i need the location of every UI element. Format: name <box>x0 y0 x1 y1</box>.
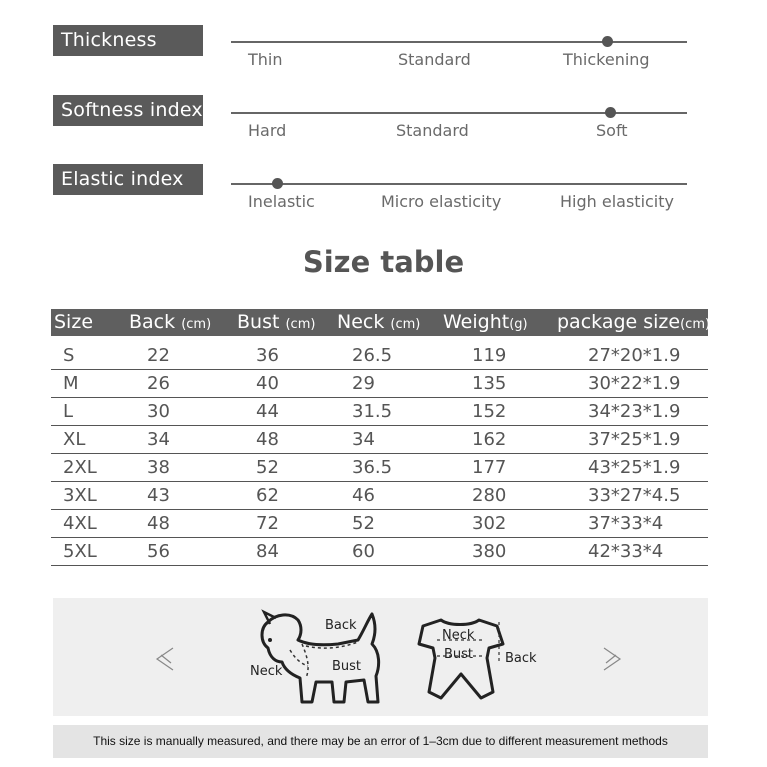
cell-neck: 52 <box>352 513 375 534</box>
right-arrow-icon <box>598 646 624 672</box>
cell-weight: 162 <box>472 429 507 450</box>
cell-package-size: 34*23*1.9 <box>588 401 681 422</box>
softness-index-label: Softness index <box>53 95 203 126</box>
thickness-index-label: Thickness index <box>53 25 203 56</box>
cell-size: 5XL <box>63 541 97 562</box>
thickness-option-standard: Standard <box>398 50 471 69</box>
cell-package-size: 42*33*4 <box>588 541 664 562</box>
cell-bust: 62 <box>256 485 279 506</box>
table-row <box>51 481 708 510</box>
cell-bust: 48 <box>256 429 279 450</box>
table-row <box>51 369 708 398</box>
cell-neck: 29 <box>352 373 375 394</box>
cell-package-size: 37*33*4 <box>588 513 664 534</box>
cell-back: 22 <box>147 345 170 366</box>
softness-option-soft: Soft <box>596 121 628 140</box>
cell-size: XL <box>63 429 86 450</box>
cell-package-size: 37*25*1.9 <box>588 429 681 450</box>
thickness-option-thin: Thin <box>248 50 283 69</box>
cell-neck: 26.5 <box>352 345 393 366</box>
cell-bust: 52 <box>256 457 279 478</box>
cell-back: 48 <box>147 513 170 534</box>
cell-package-size: 27*20*1.9 <box>588 345 681 366</box>
cell-package-size: 43*25*1.9 <box>588 457 681 478</box>
table-row <box>51 537 708 566</box>
cell-weight: 380 <box>472 541 507 562</box>
cell-neck: 60 <box>352 541 375 562</box>
cell-weight: 135 <box>472 373 507 394</box>
dog-label-bust: Bust <box>332 659 362 674</box>
softness-option-hard: Hard <box>248 121 287 140</box>
table-row <box>51 453 708 482</box>
cell-back: 56 <box>147 541 170 562</box>
cell-neck: 31.5 <box>352 401 393 422</box>
cell-package-size: 30*22*1.9 <box>588 373 681 394</box>
garment-label-bust: Bust <box>444 647 474 662</box>
cell-bust: 44 <box>256 401 279 422</box>
cell-size: L <box>63 401 74 422</box>
cell-weight: 280 <box>472 485 507 506</box>
cell-back: 43 <box>147 485 170 506</box>
softness-option-standard: Standard <box>396 121 469 140</box>
cell-size: 4XL <box>63 513 97 534</box>
cell-bust: 72 <box>256 513 279 534</box>
cell-bust: 36 <box>256 345 279 366</box>
softness-marker <box>605 107 616 118</box>
cell-package-size: 33*27*4.5 <box>588 485 681 506</box>
softness-scale-line <box>231 112 687 114</box>
elastic-option-inelastic: Inelastic <box>248 192 315 211</box>
cell-bust: 40 <box>256 373 279 394</box>
cell-back: 38 <box>147 457 170 478</box>
thickness-scale-line <box>231 41 687 43</box>
cell-size: 2XL <box>63 457 97 478</box>
header-bust: Bust (cm) <box>237 311 316 333</box>
table-header <box>51 309 711 336</box>
cell-neck: 46 <box>352 485 375 506</box>
thickness-marker <box>602 36 613 47</box>
elastic-index-label: Elastic index <box>53 164 203 195</box>
garment-label-back: Back <box>505 651 537 666</box>
size-table-title: Size table <box>302 245 465 279</box>
dog-label-neck: Neck <box>250 664 283 679</box>
cell-back: 26 <box>147 373 170 394</box>
table-row <box>51 425 708 454</box>
cell-weight: 177 <box>472 457 507 478</box>
thickness-option-thickening: Thickening <box>563 50 650 69</box>
header-size: Size <box>54 311 94 333</box>
table-row <box>51 509 708 538</box>
cell-size: S <box>63 345 75 366</box>
garment-label-neck: Neck <box>442 628 475 643</box>
left-arrow-icon <box>153 646 179 672</box>
cell-neck: 34 <box>352 429 375 450</box>
cell-weight: 302 <box>472 513 507 534</box>
dog-label-back: Back <box>325 618 357 633</box>
cell-bust: 84 <box>256 541 279 562</box>
table-row <box>51 397 708 426</box>
elastic-option-high: High elasticity <box>560 192 674 211</box>
cell-size: 3XL <box>63 485 97 506</box>
header-package-size: package size(cm) <box>557 311 711 333</box>
cell-neck: 36.5 <box>352 457 393 478</box>
measurement-note: This size is manually measured, and there may be an error of 1–3cm due to different measurement methods <box>53 725 708 758</box>
dog-illustration <box>246 606 396 712</box>
elastic-option-micro: Micro elasticity <box>381 192 502 211</box>
header-neck: Neck (cm) <box>337 311 421 333</box>
cell-weight: 119 <box>472 345 507 366</box>
cell-back: 34 <box>147 429 170 450</box>
cell-back: 30 <box>147 401 170 422</box>
cell-size: M <box>63 373 79 394</box>
header-weight: Weight(g) <box>443 311 528 333</box>
header-back: Back (cm) <box>129 311 212 333</box>
elastic-marker <box>272 178 283 189</box>
cell-weight: 152 <box>472 401 507 422</box>
table-row <box>51 341 708 370</box>
elastic-scale-line <box>231 183 687 185</box>
measurement-diagram <box>53 598 708 716</box>
